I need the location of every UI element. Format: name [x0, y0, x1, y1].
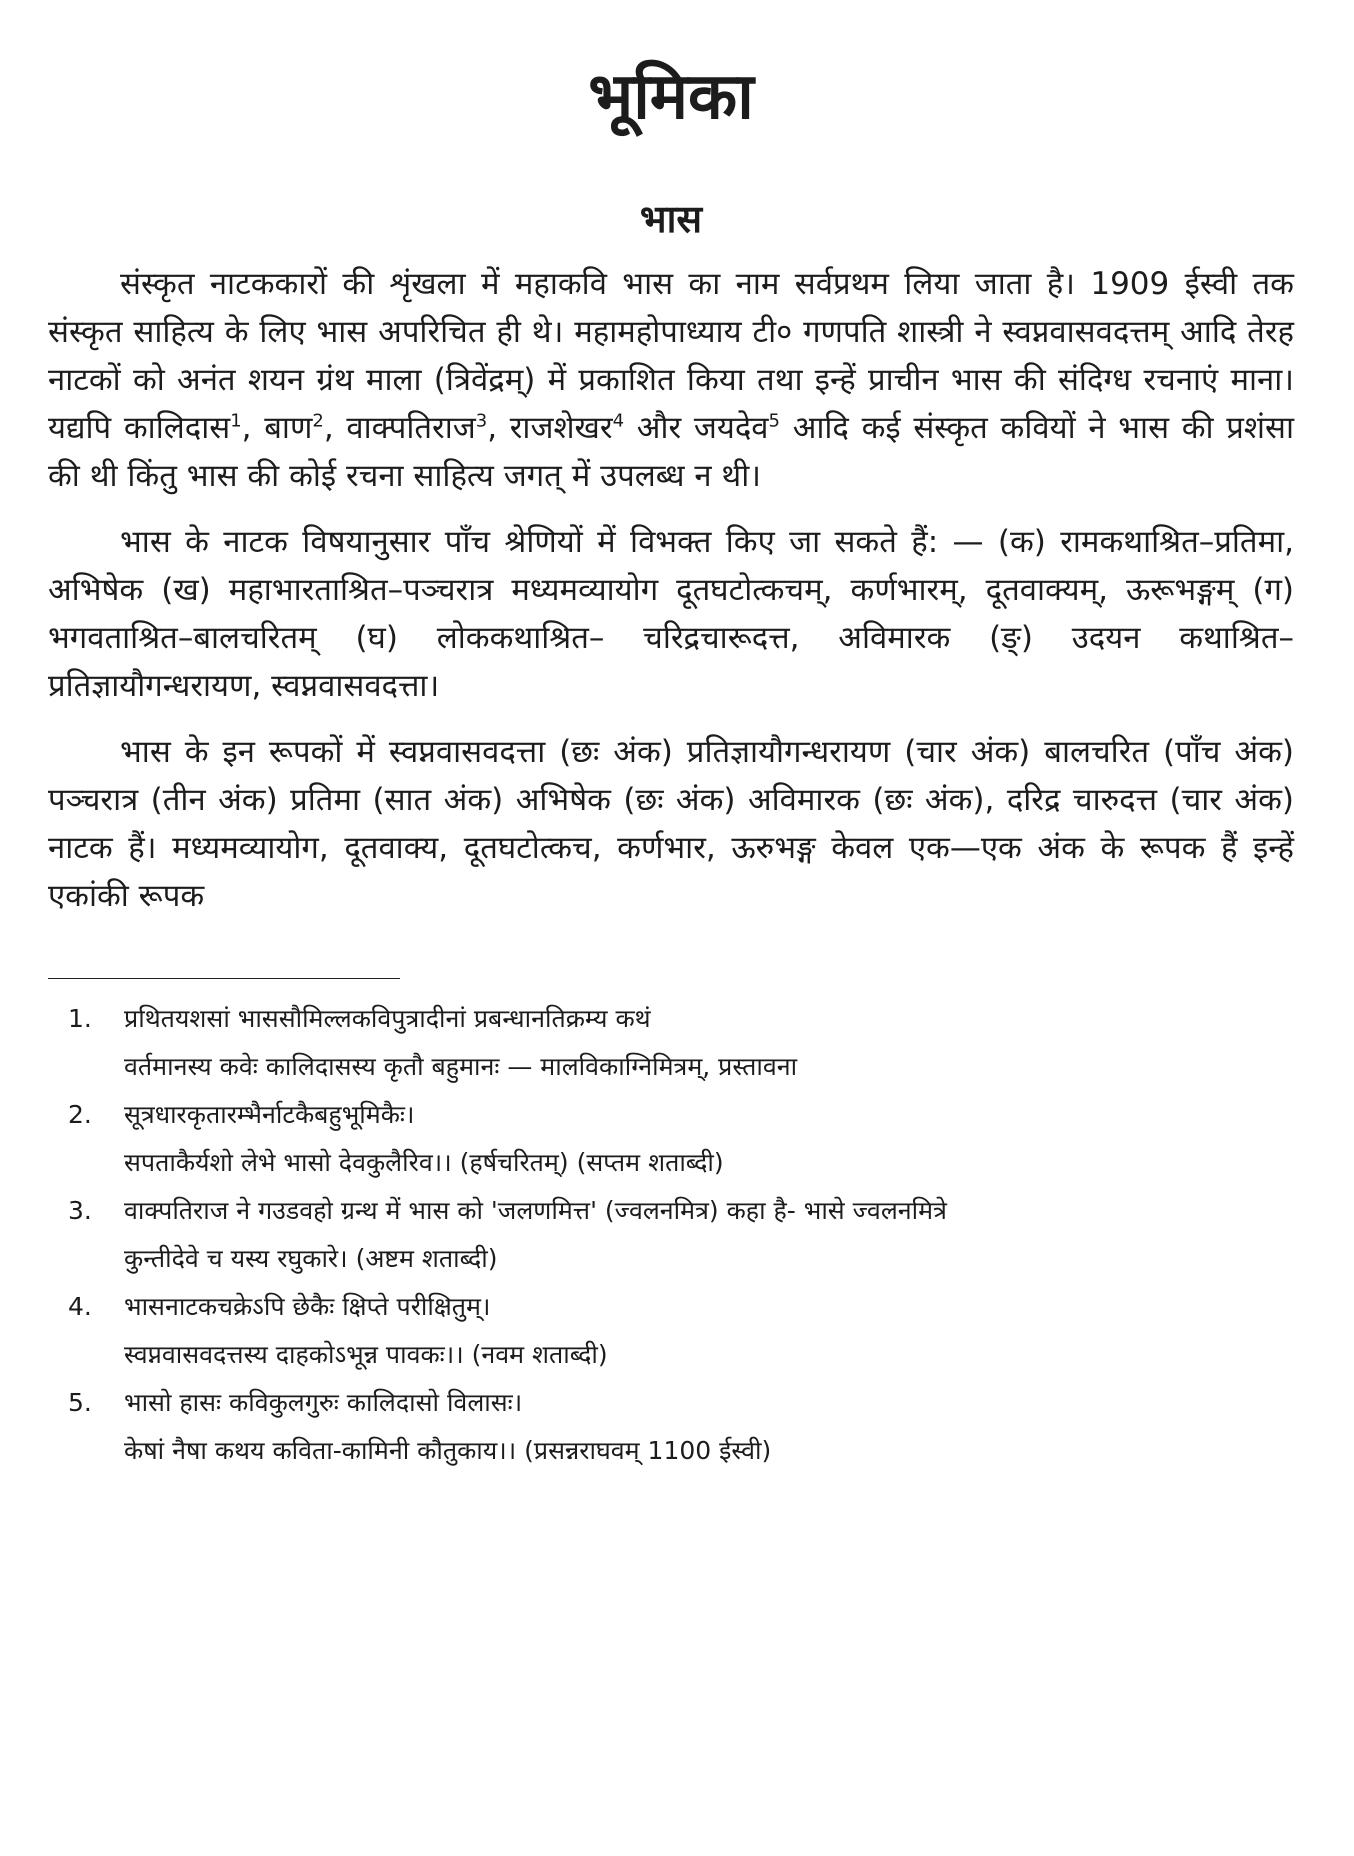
paragraph-text: और जयदेव — [624, 410, 769, 446]
paragraph-text: संस्कृत नाटककारों की शृंखला में महाकवि भास का नाम सर्वप्रथम लिया जाता है। 1909 ईस्वी तक संस्कृत साहित्य के लिए भास अपरिचित ही थे। महामहोपाध्याय टी० गणपति शास्त्री ने स्वप्नवासवदत्तम् आदि तेरह नाटकों को अनंत शयन ग्रंथ माला (त्रिवेंद्रम्) में प्रकाशित किया तथा इन्हें प्राचीन भास की संदिग्ध रचनाएं माना। यद्यपि कालिदास — [48, 266, 1294, 446]
footnote-ref: 2 — [312, 410, 324, 432]
footnote-ref: 1 — [230, 410, 242, 432]
footnote-line: सूत्रधारकृतारम्भैर्नाटकैबहुभूमिकैः। — [124, 1100, 415, 1129]
footnote-ref: 4 — [612, 410, 625, 432]
footnote-text — [124, 1187, 1294, 1283]
footnote-item — [48, 1091, 1294, 1187]
footnote-line: कुन्तीदेवे च यस्य रघुकारे। (अष्टम शताब्दी) — [124, 1244, 498, 1273]
footnote-line: केषां नैषा कथय कविता-कामिनी कौतुकाय।। (प्रसन्नराघवम् 1100 ईस्वी) — [124, 1436, 772, 1465]
footnote-line: भासनाटकचक्रेऽपि छेकैः क्षिप्ते परीक्षितुम्। — [124, 1292, 491, 1321]
paragraph-intro — [48, 260, 1294, 500]
footnote-list — [48, 995, 1294, 1475]
paragraph-text: , वाक्पतिराज — [323, 410, 476, 446]
paragraph-text: , बाण — [241, 410, 313, 446]
footnote-line: सपताकैर्यशो लेभे भासो देवकुलैरिव।। (हर्षचरितम्) (सप्तम शताब्दी) — [124, 1148, 724, 1177]
footnote-number: 3. — [68, 1196, 92, 1225]
footnote-number: 5. — [68, 1388, 92, 1417]
paragraph-text: , राजशेखर — [487, 410, 613, 446]
footnote-number: 4. — [68, 1292, 92, 1321]
paragraph-acts: भास के इन रूपकों में स्वप्नवासवदत्ता (छः अंक) प्रतिज्ञायौगन्धरायण (चार अंक) बालचरित (पाँच अंक) पञ्चरात्र (तीन अंक) प्रतिमा (सात अंक) अभिषेक (छः अंक) अविमारक (छः अंक), दरिद्र चारुदत्त (चार अंक) नाटक हैं। मध्यमव्यायोग, दूतवाक्य, दूतघटोत्कच, कर्णभार, ऊरुभङ्ग केवल एक—एक अंक के रूपक हैं इन्हें एकांकी रूपक — [48, 734, 1294, 914]
footnote-number: 2. — [68, 1100, 92, 1129]
footnote-divider — [48, 978, 400, 979]
paragraph-text: आदि कई संस्कृत कवियों ने भास की प्रशंसा की थी किंतु भास की कोई रचना साहित्य जगत् में उपलब्ध न थी। — [48, 410, 1294, 494]
footnote-item — [48, 995, 1294, 1091]
footnote-text — [124, 1379, 1294, 1475]
paragraph-categories: भास के नाटक विषयानुसार पाँच श्रेणियों में विभक्त किए जा सकते हैं: — (क) रामकथाश्रित–प्रतिमा, अभिषेक (ख) महाभारताश्रित–पञ्चरात्र मध्यमव्यायोग दूतघटोत्कचम्, कर्णभारम्, दूतवाक्यम्, ऊरूभङ्गम् (ग) भगवताश्रित–बालचरितम् (घ) लोककथाश्रित– चरिद्रचारूदत्त, अविमारक (ङ्) उदयन कथाश्रित– प्रतिज्ञायौगन्धरायण, स्वप्नवासवदत्ता। — [48, 524, 1294, 704]
footnote-ref: 5 — [768, 410, 780, 432]
footnote-ref: 3 — [475, 410, 488, 432]
footnote-item — [48, 1187, 1294, 1283]
footnote-line: वर्तमानस्य कवेः कालिदासस्य कृतौ बहुमानः — मालविकाग्निमित्रम्, प्रस्तावना — [124, 1052, 798, 1081]
footnote-text — [124, 1091, 1294, 1187]
footnote-item — [48, 1283, 1294, 1379]
footnote-line: प्रथितयशसां भाससौमिल्लकविपुत्रादीनां प्रबन्धानतिक्रम्य कथं — [124, 1004, 651, 1033]
footnote-text — [124, 1283, 1294, 1379]
footnote-line: स्वप्नवासवदत्तस्य दाहकोऽभून्न पावकः।। (नवम शताब्दी) — [124, 1340, 608, 1369]
footnote-line: भासो हासः कविकुलगुरुः कालिदासो विलासः। — [124, 1388, 523, 1417]
section-heading: भास — [639, 197, 703, 241]
footnote-line: वाक्पतिराज ने गउडवहो ग्रन्थ में भास को 'जलणमित्त' (ज्वलनमित्र) कहा है- भासे ज्वलनमित्रे — [124, 1196, 947, 1225]
page-title: भूमिका — [588, 60, 754, 134]
footnote-item — [48, 1379, 1294, 1475]
footnote-number: 1. — [68, 1004, 92, 1033]
footnote-text — [124, 995, 1294, 1091]
